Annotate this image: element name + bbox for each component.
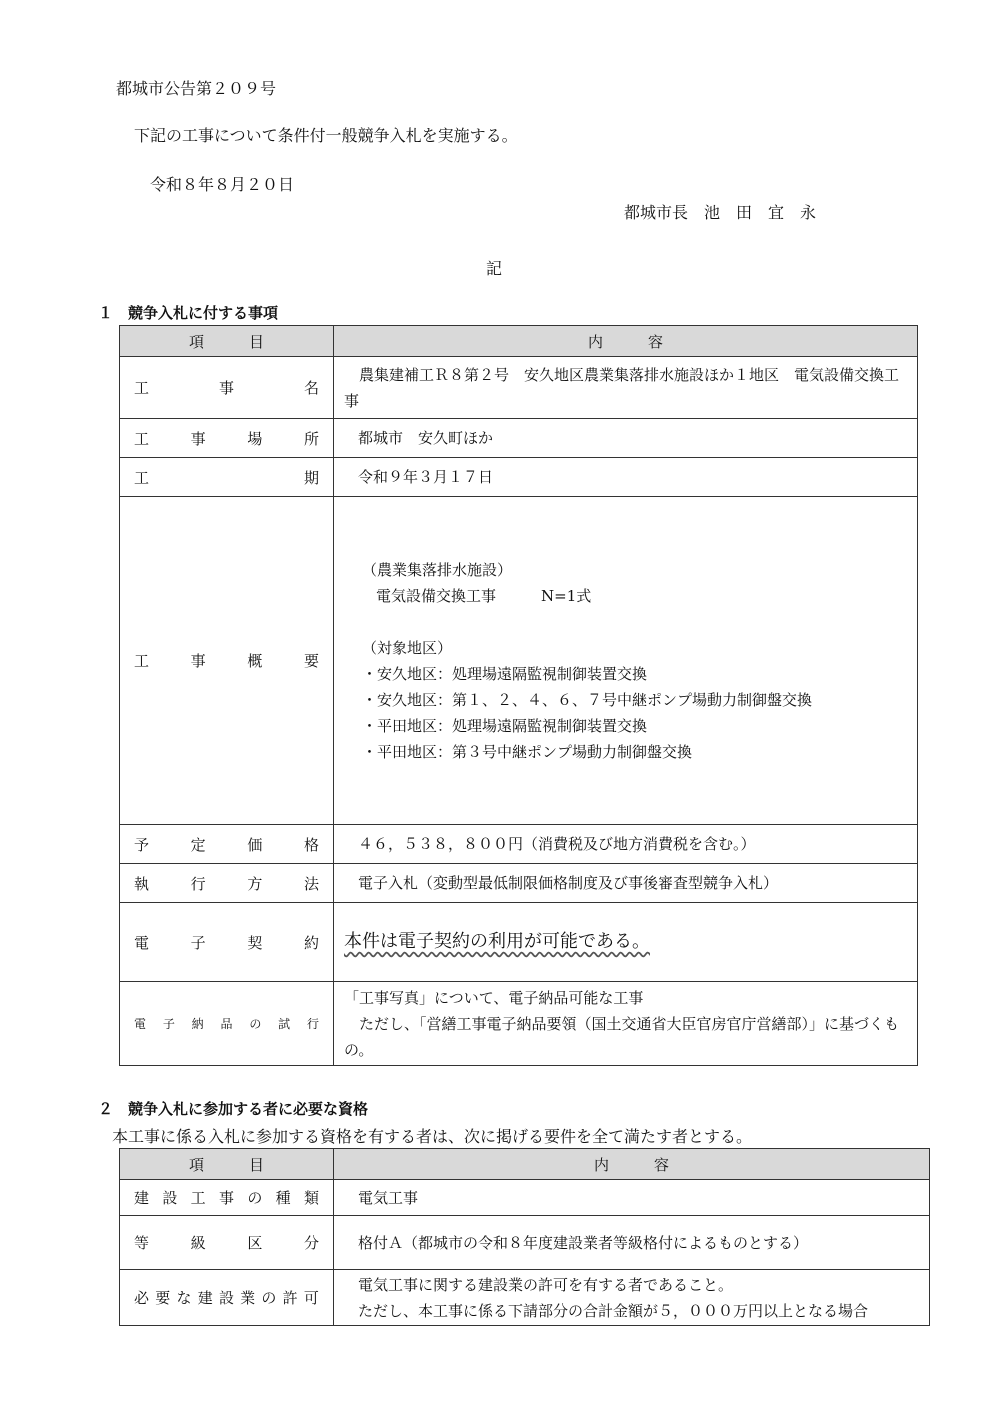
- table-row: [120, 864, 918, 903]
- kyoka-line: 電気工事に関する建設業の許可を有する者であること。: [358, 1275, 734, 1294]
- row-label-denshi-nohin: 電 子 納 品 の 試 行: [134, 1017, 319, 1031]
- row-value-denshi-keiyaku: 本件は電子契約の利用が可能である。: [344, 931, 650, 952]
- row-value-koji-mei: 農集建補工Ｒ８第２号 安久地区農業集落排水施設ほか１地区 電気設備交換工事: [334, 357, 918, 419]
- notice-date: 令和８年８月２０日: [150, 175, 295, 194]
- row-label-yotei-kakaku: 予 定 価 格: [134, 835, 319, 854]
- row-value-koji-gaiyo: [334, 497, 918, 825]
- table-row: [120, 825, 918, 864]
- gaiyo-line: ・安久地区：第１、２、４、６、７号中継ポンプ場動力制御盤交換: [362, 690, 813, 709]
- row-label-denshi-keiyaku: 電 子 契 約: [134, 933, 319, 952]
- ki-marker: 記: [486, 259, 503, 278]
- row-label-shikko-hoho: 執 行 方 法: [134, 874, 319, 893]
- table-row: [120, 903, 918, 982]
- gaiyo-line: ・安久地区：処理場遠隔監視制御装置交換: [362, 664, 648, 683]
- row-label-tokyu-kubun: 等 級 区 分: [134, 1234, 319, 1252]
- row-value-shikko-hoho: 電子入札（変動型最低制限価格制度及び事後審査型競争入札）: [334, 864, 918, 903]
- table-row: [120, 1180, 930, 1216]
- notice-number: 都城市公告第２０９号: [116, 79, 277, 98]
- section2-table: [119, 1148, 930, 1326]
- table-row: [120, 497, 918, 825]
- row-value-tokyu-kubun: 格付Ａ（都城市の令和８年度建設業者等級格付によるものとする）: [334, 1216, 930, 1270]
- header-item: 項 目: [120, 326, 334, 357]
- table-header-row: [120, 326, 918, 357]
- row-label-koji-gaiyo: 工 事 概 要: [134, 652, 319, 670]
- table-row: [120, 458, 918, 497]
- row-value-koji-basho: 都城市 安久町ほか: [334, 419, 918, 458]
- gaiyo-line: （農業集落排水施設）: [362, 560, 513, 579]
- header-content: 内 容: [334, 326, 918, 357]
- row-label-koji-mei: 工 事 名: [134, 379, 319, 397]
- header-item: 項 目: [120, 1149, 334, 1180]
- gaiyo-line: 電気設備交換工事 N=1式: [376, 586, 592, 605]
- section1-title: １ 競争入札に付する事項: [98, 304, 279, 322]
- row-label-koji-basho: 工 事 場 所: [134, 429, 319, 448]
- table-row: [120, 1270, 930, 1326]
- row-label-kyoka: 必 要 な 建 設 業 の 許 可: [134, 1289, 319, 1307]
- intro-text: 下記の工事について条件付一般競争入札を実施する。: [134, 126, 518, 145]
- section1-table: [119, 325, 918, 1066]
- kyoka-line: ただし、本工事に係る下請部分の合計金額が５，０００万円以上となる場合: [358, 1301, 869, 1320]
- row-value-yotei-kakaku: ４６，５３８，８００円（消費税及び地方消費税を含む。）: [334, 825, 918, 864]
- row-value-kyoka: [334, 1270, 930, 1326]
- row-label-koji-shurui: 建 設 工 事 の 種 類: [134, 1189, 319, 1207]
- section2-intro: 本工事に係る入札に参加する資格を有する者は、次に掲げる要件を全て満たす者とする。: [112, 1127, 753, 1146]
- nohin-line: ただし、「営繕工事電子納品要領（国土交通省大臣官房官庁営繕部）」に基づくもの。: [344, 1014, 900, 1059]
- gaiyo-line: （対象地区）: [362, 638, 453, 657]
- table-row: [120, 1216, 930, 1270]
- table-row: [120, 982, 918, 1066]
- issuer: 都城市長 池 田 宜 永: [624, 203, 817, 222]
- table-row: [120, 357, 918, 419]
- gaiyo-line: ・平田地区：第３号中継ポンプ場動力制御盤交換: [362, 742, 693, 761]
- header-content: 内 容: [334, 1149, 930, 1180]
- section2-title: ２ 競争入札に参加する者に必要な資格: [98, 1100, 369, 1118]
- row-value-denshi-nohin: [334, 982, 918, 1066]
- row-value-koki: 令和９年３月１７日: [334, 458, 918, 497]
- nohin-line: 「工事写真」について、電子納品可能な工事: [344, 988, 644, 1007]
- gaiyo-line: ・平田地区：処理場遠隔監視制御装置交換: [362, 716, 648, 735]
- table-row: [120, 419, 918, 458]
- table-header-row: [120, 1149, 930, 1180]
- row-value-koji-shurui: 電気工事: [334, 1180, 930, 1216]
- row-label-koki: 工 期: [134, 468, 319, 487]
